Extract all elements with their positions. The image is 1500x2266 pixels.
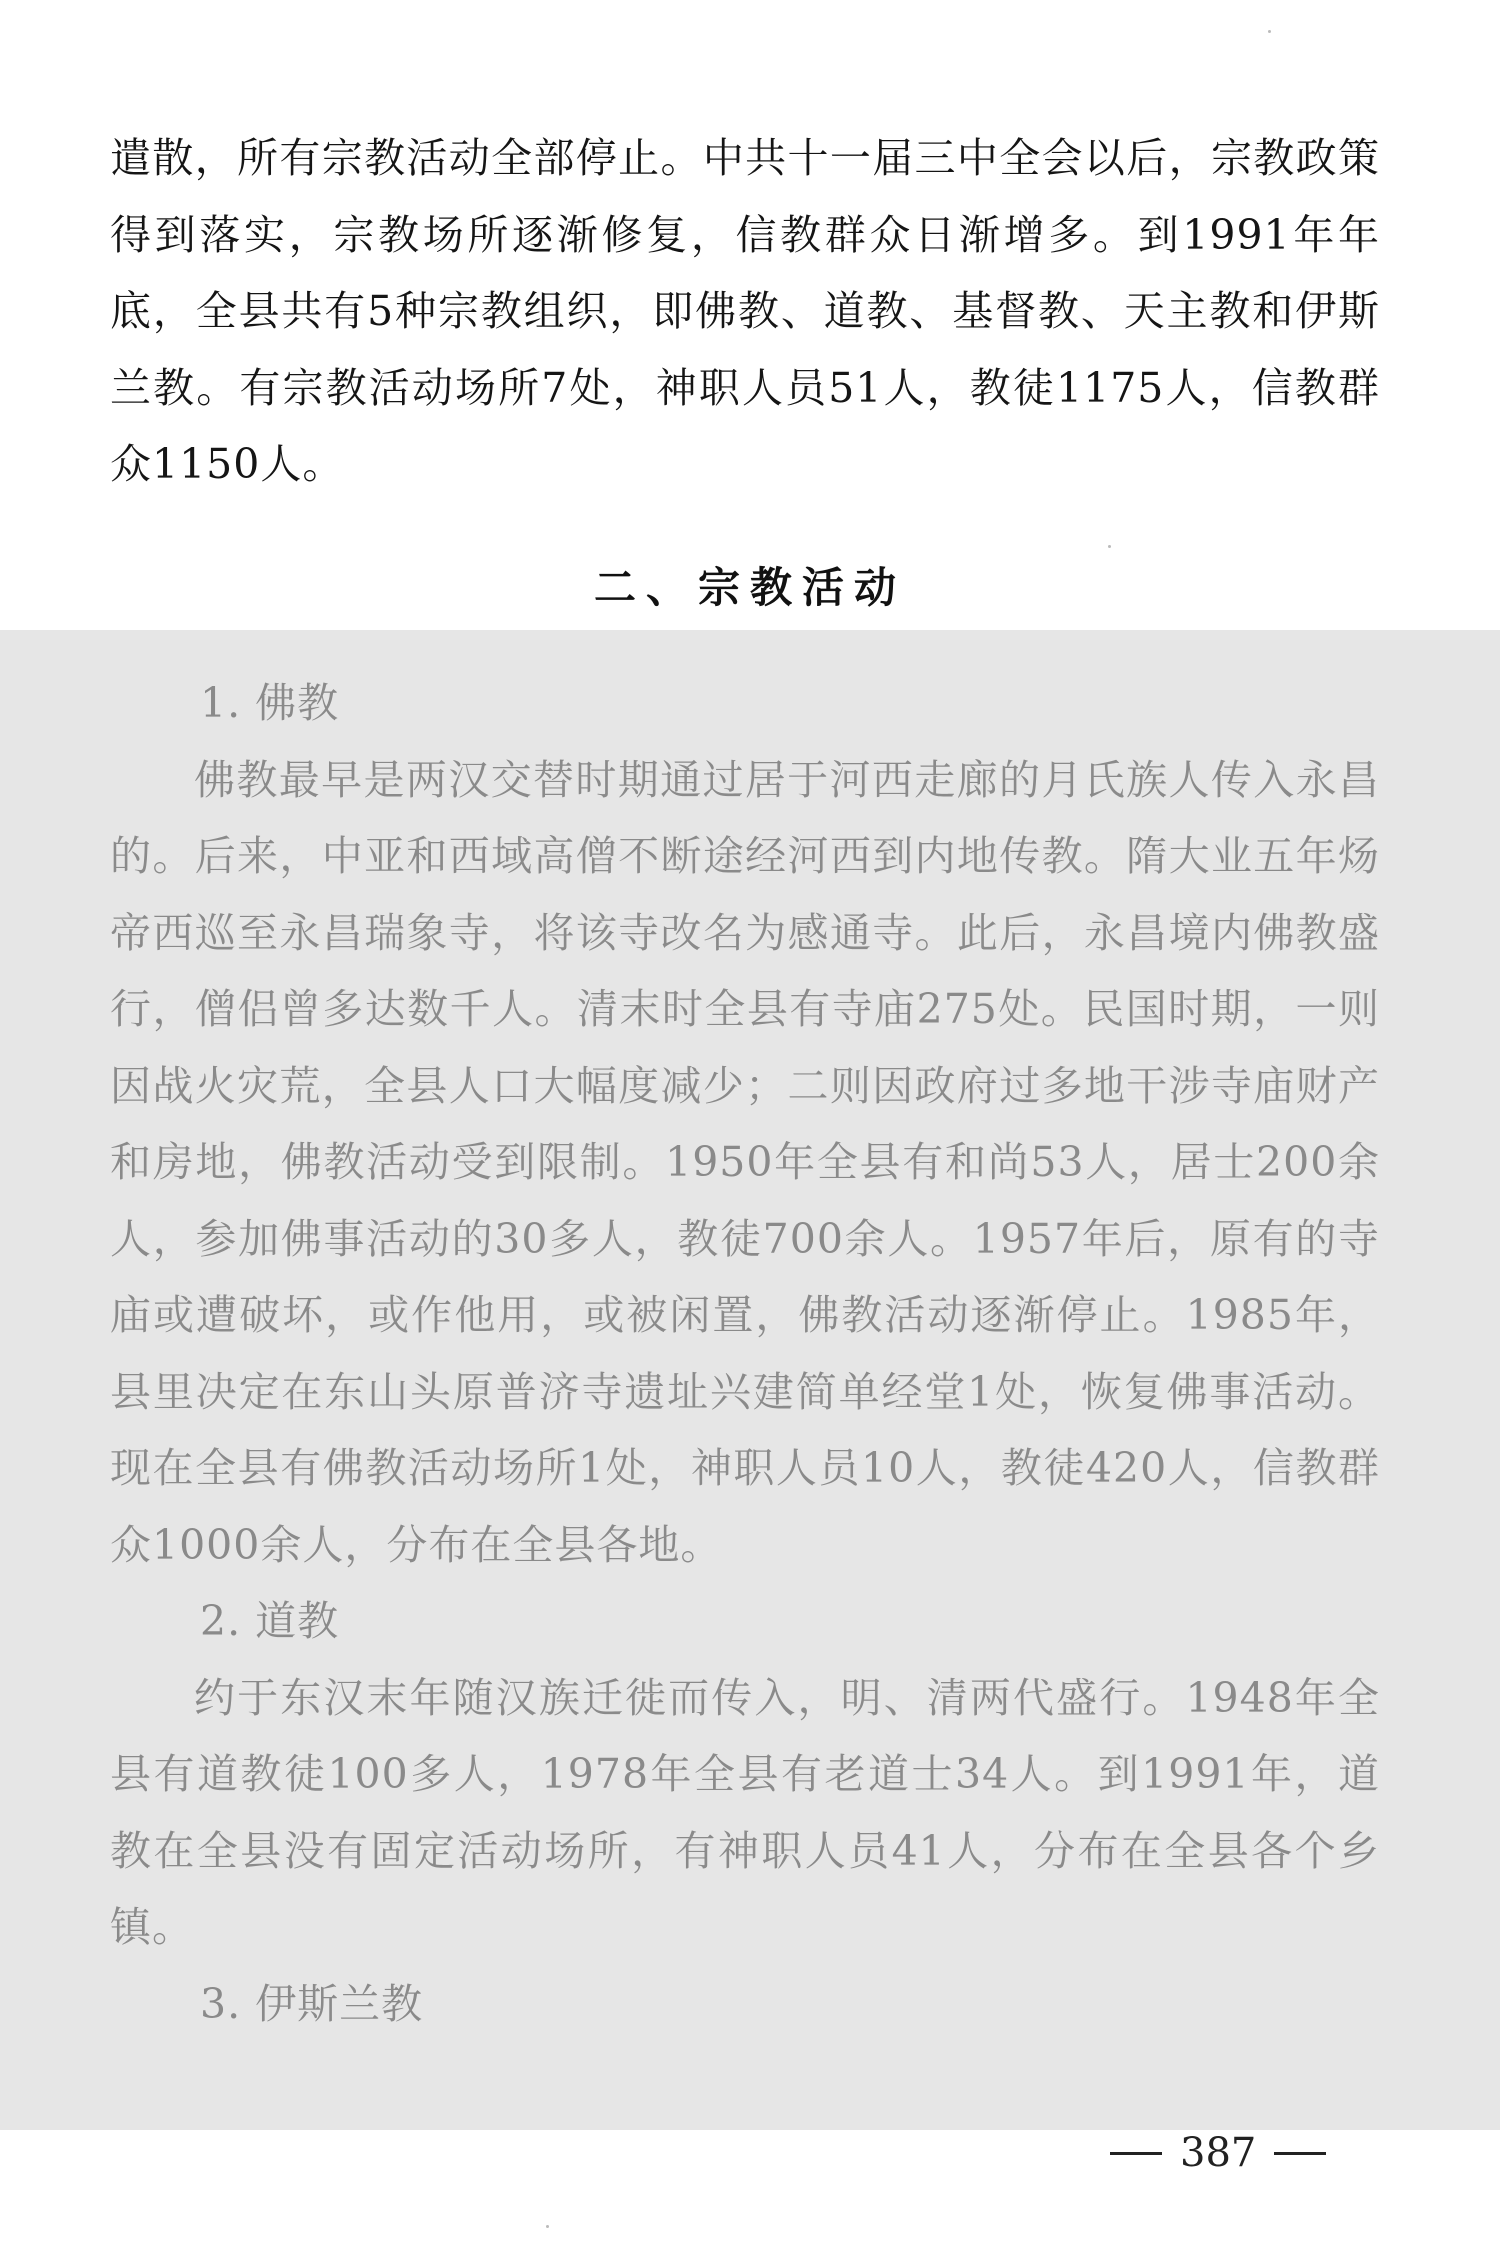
taoism-paragraph: 约于东汉末年随汉族迁徙而传入，明、清两代盛行。1948年全县有道教徒100多人，1978年全县有老道士34人。到1991年，道教在全县没有固定活动场所，有神职人员41人，分布在全县各个乡镇。 [110, 1673, 1380, 1951]
intro-paragraph: 遣散，所有宗教活动全部停止。中共十一届三中全会以后，宗教政策得到落实，宗教场所逐渐修复，信教群众日渐增多。到1991年年底，全县共有5种宗教组织，即佛教、道教、基督教、天主教和伊斯兰教。有宗教活动场所7处，神职人员51人，教徒1175人，信教群众1150人。 [110, 134, 1380, 488]
buddhism-paragraph: 佛教最早是两汉交替时期通过居于河西走廊的月氏族人传入永昌的。后来，中亚和西域高僧不断途经河西到内地传教。隋大业五年炀帝西巡至永昌瑞象寺，将该寺改名为感通寺。此后，永昌境内佛教盛行，僧侣曾多达数千人。清末时全县有寺庙275处。民国时期，一则因战火灾荒，全县人口大幅度减少；二则因政府过多地干涉寺庙财产和房地，佛教活动受到限制。1950年全县有和尚53人，居士200余人，参加佛事活动的30多人，教徒700余人。1957年后，原有的寺庙或遭破坏，或作他用，或被闲置，佛教活动逐渐停止。1985年，县里决定在东山头原普济寺遗址兴建简单经堂1处，恢复佛事活动。现在全县有佛教活动场所1处，神职人员10人，教徒420人，信教群众1000余人，分布在全县各地。 [110, 755, 1380, 1569]
scan-speck [1108, 545, 1111, 548]
section-title: 二、宗教活动 [593, 563, 906, 612]
buddhism-heading: 1. 佛教 [200, 679, 340, 727]
islam-heading: 3. 伊斯兰教 [200, 1979, 424, 2028]
footer-dash-left [1110, 2152, 1162, 2155]
intro-paragraph-block [110, 120, 1380, 503]
religion-body-block [110, 665, 1380, 2042]
footer-dash-right [1274, 2152, 1326, 2155]
scan-speck [546, 2225, 549, 2228]
scan-speck [1268, 30, 1271, 33]
page-footer [1110, 2130, 1360, 2176]
page-number: 387 [1180, 2130, 1257, 2176]
taoism-heading: 2. 道教 [200, 1597, 340, 1645]
